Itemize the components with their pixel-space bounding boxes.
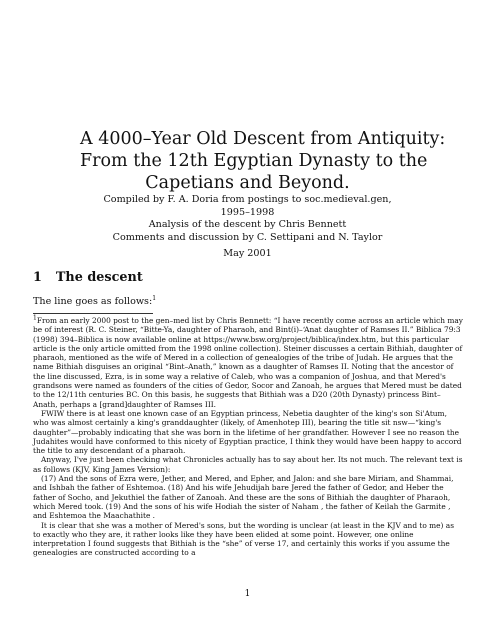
footnote-paragraph — [33, 316, 463, 409]
intro-sentence — [33, 296, 156, 307]
section-title: The descent — [55, 270, 143, 285]
footnote — [33, 316, 463, 558]
footnote-rule — [33, 313, 153, 314]
title-line-3: Capetians and Beyond. — [145, 173, 350, 193]
author-line-1: Compiled by F. A. Doria from postings to soc.medieval.gen, — [103, 194, 392, 205]
page-number: 1 — [244, 589, 251, 599]
footnote-paragraph: (17) And the sons of Ezra were, Jether, and Mered, and Epher, and Jalon: and she bare Miriam, and Shammai, and Ishbah the father of Eshtemoa. (18) And his wife Jehudijah bare Jered the father of Gedor, and Heber the father of Socho, and Jekuthiel the father of Zanoah. And these are the sons of Bithiah the daughter of Pharaoh, which Mered took. (19) And the sons of his wife Hodiah the sister of Naham , the father of Keilah the Garmite , and Eshtemoa the Maachathite . — [33, 474, 454, 521]
author-line-4: Comments and discussion by C. Settipani and N. Taylor — [112, 231, 383, 243]
intro-text: The line goes as follows: — [33, 296, 153, 307]
paper-title — [80, 128, 446, 194]
footnote-mark: 1 — [33, 314, 37, 322]
author-block — [70, 194, 425, 244]
footnote-paragraph: It is clear that she was a mother of Mered's sons, but the wording is unclear (at least in the KJV and to me) as to exactly who they are, it rather looks like they have been elided at some point. However, one online interpretation I found suggests that Bithiah is the “she” of verse 17, and certainly this works if you assume the genealogies are constructed according to a — [33, 520, 454, 558]
footnote-paragraph: FWIW there is at least one known case of an Egyptian princess, Nebetia daughter of the king's son Si'Atum, who was almost certainly a king's granddaughter (likely, of Amenhotep III), bearing the title sit nsw—“king's daughter”—probably indicating that she was born in the lifetime of her grandfather. However I see no reason the Judahites would have conformed to this nicety of Egyptian practice, I think they would have been happy to accord the title to any descendant of a pharaoh. — [33, 408, 462, 456]
title-line-1: A 4000–Year Old Descent from Antiquity: — [80, 129, 446, 149]
author-line-2: 1995–1998 — [220, 206, 275, 218]
section-heading — [33, 270, 143, 285]
footnote-paragraph: Anyway, I've just been checking what Chronicles actually has to say about her. Its not much. The relevant text is as follows (KJV, King James Version): — [33, 455, 463, 474]
section-number: 1 — [33, 270, 42, 285]
footnote-text: From an early 2000 post to the gen–med list by Chris Bennett: “I have recently come across an article which may be of interest (R. C. Steiner, “Bitte-Ya, daughter of Pharaoh, and Bint(i)–‘Anat daughter of Ramses II.” Biblica 79:3 (1998) 394–Biblica is now available online at https://www.bsw.org/project/biblica/index.htm, but this particular article is the only article omitted from the 1998 online collection). Steiner discusses a certain Bithiah, daughter of pharaoh, mentioned as the wife of Mered in a collection of genealogies of the tribe of Judah. He argues that the name Bithiah disguises an original “Bint–Anath,” known as a daughter of Ramses II. Noting that the ancestor of the line discussed, Ezra, is in some way a relative of Caleb, who was a companion of Joshua, and that Mered's grandsons were named as founders of the cities of Gedor, Socor and Zanoah, he argues that Mered must be dated to the 12/11th centuries BC. On this basis, he suggests that Bithiah was a D20 (20th Dynasty) princess Bint–Anath, perhaps a [grand]daughter of Ramses III. — [33, 316, 463, 409]
paper-date: May 2001 — [223, 248, 272, 259]
title-line-2: From the 12th Egyptian Dynasty to the — [80, 151, 428, 171]
author-line-3: Analysis of the descent by Chris Bennett — [148, 219, 347, 230]
footnote-reference[interactable]: 1 — [152, 294, 157, 302]
